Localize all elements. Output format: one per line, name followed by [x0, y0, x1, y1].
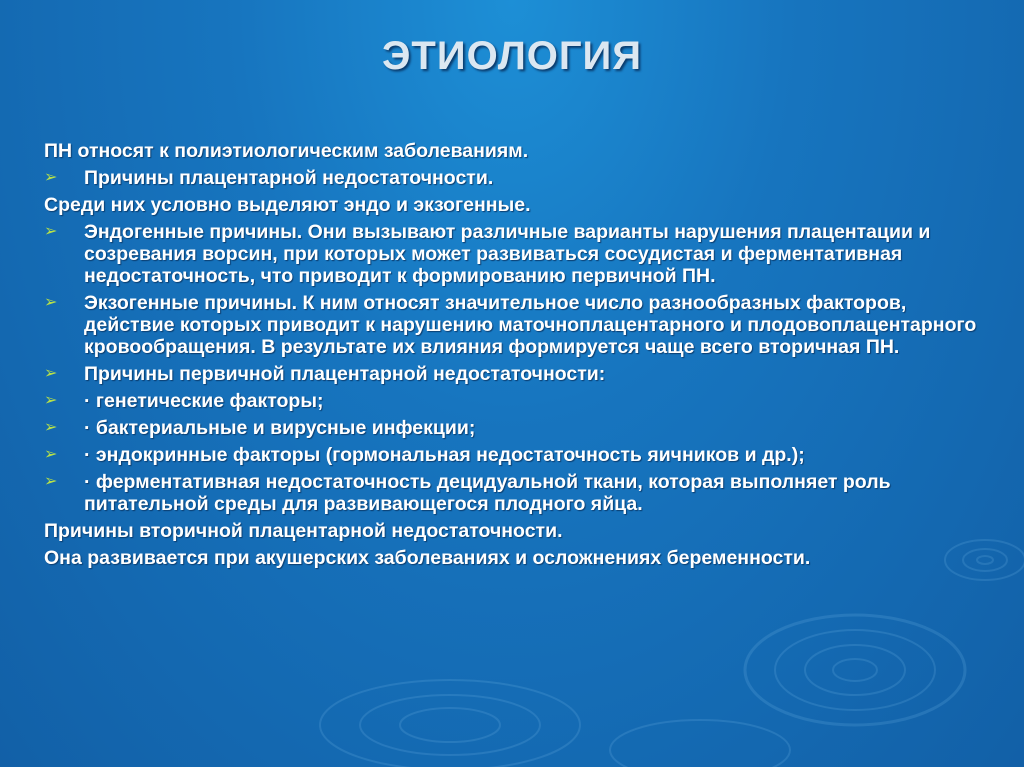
bullet-text: Эндогенные причины. Они вызывают различные варианты нарушения плацентации и созревания ворсин, при которых может развиваться сосудистая и ферментативная недостаточность, что приводит к формированию первичной ПН. — [84, 221, 931, 287]
bullet-text: Экзогенные причины. К ним относят значительное число разнообразных факторов, действие которых приводит к нарушению маточноплацентарного и плодовоплацентарного кровообращения. В результате их влияния формируется чаще всего вторичная ПН. — [84, 292, 977, 358]
bullet-item — [44, 292, 994, 358]
slide-title: ЭТИОЛОГИЯ — [381, 34, 643, 78]
chevron-right-icon: ➢ — [44, 365, 58, 382]
bullet-text: Причины плацентарной недостаточности. — [84, 167, 494, 189]
chevron-right-icon: ➢ — [44, 169, 58, 186]
chevron-right-icon: ➢ — [44, 294, 58, 311]
bullet-text: · бактериальные и вирусные инфекции; — [84, 417, 476, 439]
bullet-text: · генетические факторы; — [84, 390, 324, 412]
bullet-item — [44, 417, 994, 439]
line-text: Она развивается при акушерских заболеваниях и осложнениях беременности. — [44, 547, 811, 569]
chevron-right-icon: ➢ — [44, 446, 58, 463]
line-text: Среди них условно выделяют эндо и экзогенные. — [44, 194, 531, 216]
text-line — [44, 140, 994, 162]
bullet-item — [44, 444, 994, 466]
bullet-text: · ферментативная недостаточность децидуальной ткани, которая выполняет роль питательной среды для развивающегося плодного яйца. — [84, 471, 891, 515]
text-line — [44, 520, 994, 542]
line-text: ПН относят к полиэтиологическим заболеваниям. — [44, 140, 529, 162]
bullet-item — [44, 363, 994, 385]
slide-content — [44, 140, 994, 574]
line-text: Причины вторичной плацентарной недостаточности. — [44, 520, 563, 542]
chevron-right-icon: ➢ — [44, 419, 58, 436]
bullet-item — [44, 221, 994, 287]
chevron-right-icon: ➢ — [44, 392, 58, 409]
text-line — [44, 194, 994, 216]
bullet-item — [44, 390, 994, 412]
bullet-text: · эндокринные факторы (гормональная недостаточность яичников и др.); — [84, 444, 805, 466]
bullet-item — [44, 471, 994, 515]
chevron-right-icon: ➢ — [44, 223, 58, 240]
text-line — [44, 547, 994, 569]
chevron-right-icon: ➢ — [44, 473, 58, 490]
bullet-text: Причины первичной плацентарной недостаточности: — [84, 363, 606, 385]
bullet-item — [44, 167, 994, 189]
